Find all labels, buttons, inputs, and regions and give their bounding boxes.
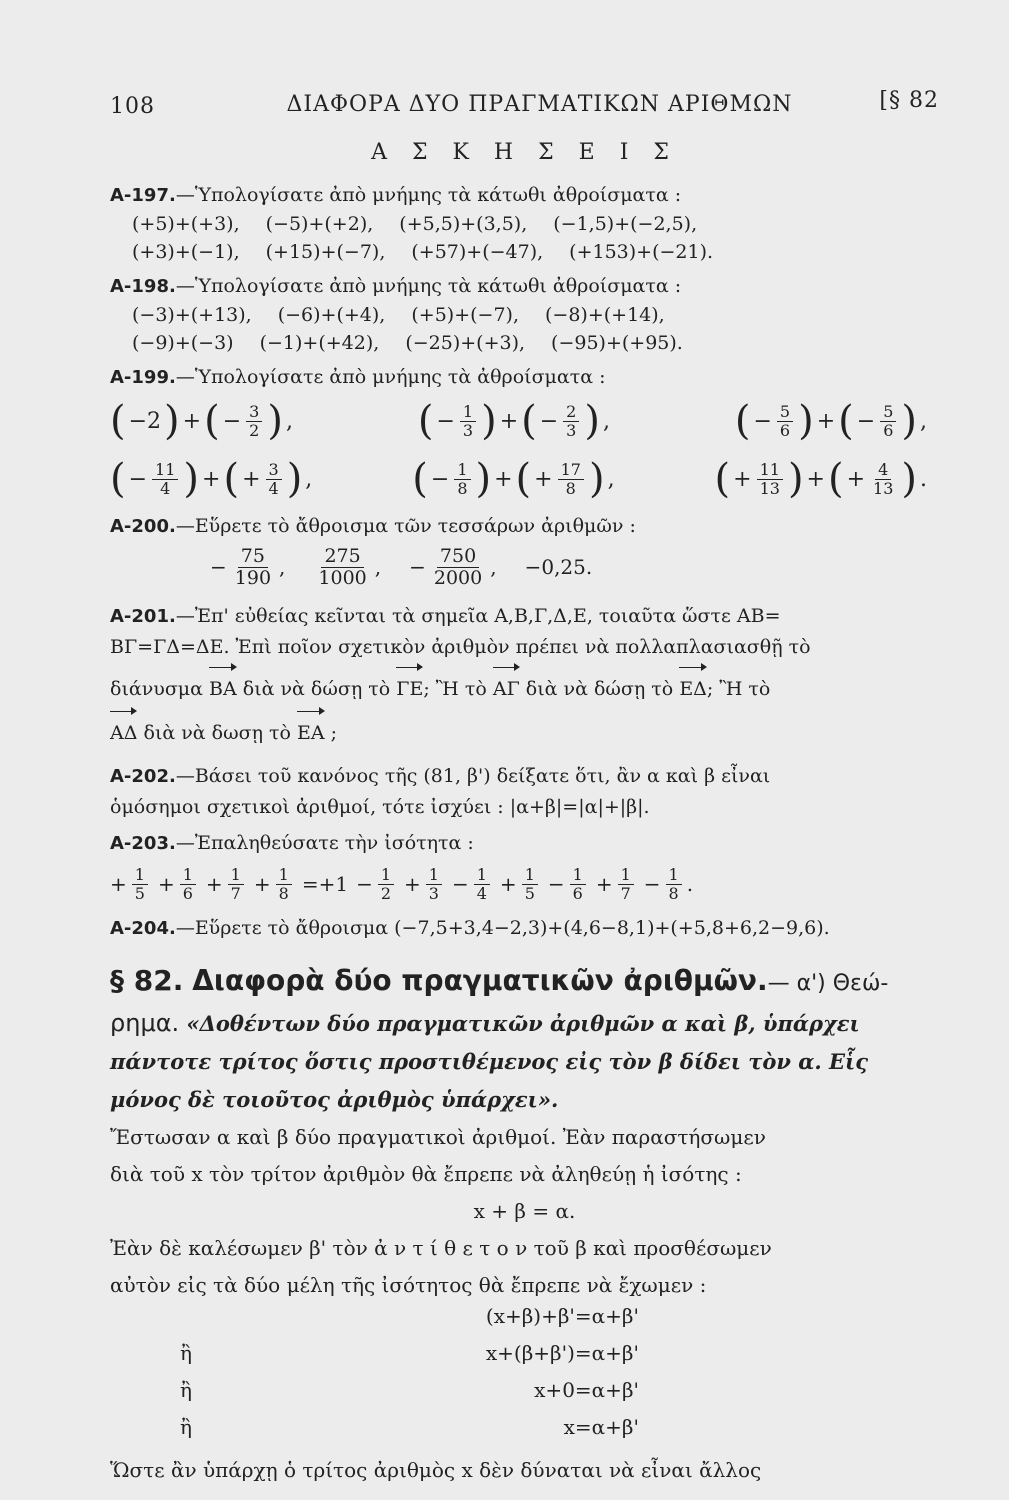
vector: ΑΓ [493,669,520,709]
equation: (x+β)+β'=α+β' [485,1304,639,1328]
exercise-text: —Ἐπαληθεύσατε τὴν ἰσότητα : [175,832,474,854]
fraction: $\frac{17}{8}$ [558,461,584,498]
exercise-text: —Ἐπ' εὐθείας κεῖνται τὰ σημεῖα Α,Β,Γ,Δ,Ε, τοιαῦτα ὥστε ΑΒ= [175,605,781,627]
sum-item: (−1)+(+42), [259,332,380,354]
fraction-sum: ( −2 ) + ( − $\frac{3}{2}$ ) , [110,398,293,444]
sum-item: (−6)+(+4), [277,304,386,326]
exercise-a203 [110,829,939,858]
fraction: $\frac{4}{13}$ [873,459,894,498]
exercise-text: —Ὑπολογίσατε ἀπὸ μνήμης τὰ κάτωθι ἀθροίσματα : [175,184,682,206]
sum-row [110,329,939,357]
exercise-label: Α-202. [110,766,176,787]
fraction-term: + $\frac{1}{5}$ [110,866,150,903]
fraction-term: − $\frac{1}{4}$ [452,866,492,903]
exercise-label: Α-204. [110,918,176,939]
paragraph-line: αὐτὸν εἰς τὰ δύο μέλη τῆς ἰσότητος θὰ ἔπρεπε νὰ ἔχωμεν : [110,1273,707,1297]
equation: x=α+β' [563,1415,639,1439]
fraction-row [110,450,939,508]
exercise-text: —Ὑπολογίσατε ἀπὸ μνήμης τὰ ἀθροίσματα : [175,366,606,388]
fraction-sum: ( − $\frac{11}{4}$ ) + ( + $\frac{3}{4}$ ) , [110,456,313,502]
fraction: $\frac{750}{2000}$ [433,544,483,589]
theorem-text: «Δοθέντων δύο πραγματικῶν ἀριθμῶν α καὶ β, ὑπάρχει [186,1011,860,1036]
sum-item: (+57)+(−47), [411,241,544,263]
term: −0,25. [524,555,593,579]
page-number: 108 [110,94,155,119]
sum-item: (+3)+(−1), [132,241,240,263]
paragraph-line: διὰ τοῦ x τὸν τρίτον ἀριθμὸν θὰ ἔπρεπε νὰ ἀληθεύῃ ἡ ἰσότης : [110,1162,742,1186]
sum-item: (−95)+(+95). [551,332,683,354]
exercise-label: Α-197. [110,185,176,206]
fraction-sum: ( − $\frac{1}{8}$ ) + ( + $\frac{17}{8}$ ) , [412,456,615,502]
sum-row [110,238,939,266]
equation-chain-line [110,1378,939,1415]
equation: x+(β+β')=α+β' [485,1341,639,1365]
paragraph-line: Ἐὰν δὲ καλέσωμεν β' τὸν ἀ ν τ ί θ ε τ ο ν τοῦ β καὶ προσθέσωμεν [110,1236,772,1260]
equation-chain-line [110,1304,939,1341]
paragraph-line: Ἔστωσαν α καὶ β δύο πραγματικοὶ ἀριθμοί. Ἐὰν παραστήσωμεν [110,1125,766,1149]
or-word: ἢ [180,1415,192,1439]
fraction: $\frac{75}{190}$ [234,544,272,589]
exercise-text: —Βάσει τοῦ κανόνος τῆς (81, β') δείξατε ὅτι, ἂν α καὶ β εἶναι [175,765,771,787]
term: − $\frac{750}{2000}$ , [409,544,497,589]
text-line: ΒΓ=ΓΔ=ΔΕ. Ἐπὶ ποῖον σχετικὸν ἀριθμὸν πρέπει νὰ πολλαπλασιασθῇ τὸ [110,636,811,658]
equation-chain-line [110,1415,939,1452]
text-line: ὁμόσημοι σχετικοὶ ἀριθμοί, τότε ἰσχύει : |α+β|=|α|+|β|. [110,796,650,818]
exercise-a201 [110,601,939,632]
exercise-label: Α-203. [110,833,176,854]
exercise-a197 [110,181,939,210]
fraction-term: − $\frac{1}{8}$ . [643,864,694,903]
fraction-term: − $\frac{1}{2}$ [356,866,396,903]
page-header [110,88,939,132]
sum-item: (−8)+(+14), [545,304,665,326]
fraction: $\frac{2}{3}$ [563,403,579,440]
text-line: ΑΔ διὰ νὰ δωσῃ τὸ ΕΑ ; [110,709,939,753]
identity-equation [110,858,939,910]
exercise-a198 [110,272,939,301]
paragraph-line: Ὥστε ἂν ὑπάρχῃ ὁ τρίτος ἀριθμὸς x δὲν δύναται νὰ εἶναι ἄλλος [110,1458,762,1482]
fraction-sum: ( + $\frac{11}{13}$ ) + ( + $\frac{4}{13}$ ) . [714,456,927,502]
exercises-heading: Α Σ Κ Η Σ Ε Ι Σ [371,140,678,165]
fraction-term: + $\frac{1}{6}$ [158,866,198,903]
sum-item: (+5)+(+3), [132,213,240,235]
section-title: Διαφορὰ δύο πραγματικῶν ἀριθμῶν. [192,964,768,997]
or-word: ἢ [180,1378,192,1402]
equation: x+0=α+β' [534,1378,639,1402]
fraction-term: − $\frac{1}{6}$ [548,866,588,903]
sum-item: (+5,5)+(3,5), [399,213,528,235]
term: − $\frac{75}{190}$ , [210,544,286,589]
term: $\frac{275}{1000}$ , [313,546,381,589]
fraction: $\frac{1}{8}$ [454,461,470,498]
sum-item: (−3)+(+13), [132,304,252,326]
exercise-a199 [110,363,939,392]
section-reference: [§ 82 [879,88,939,113]
exercise-a200 [110,512,939,541]
fraction-term: + $\frac{1}{7}$ [206,866,246,903]
vector: ΕΔ [679,669,707,709]
exercise-a204 [110,914,939,943]
equation-chain-line [110,1341,939,1378]
exercise-text: —Ὑπολογίσατε ἀπὸ μνήμης τὰ κάτωθι ἀθροίσματα : [175,275,682,297]
vector: ΑΔ [110,713,137,753]
fraction-term: + $\frac{1}{3}$ [404,866,444,903]
vector: ΒΑ [209,669,237,709]
fraction-term: + $\frac{1}{7}$ [596,866,636,903]
fraction-sum: ( − $\frac{5}{6}$ ) + ( − $\frac{5}{6}$ ) , [734,398,927,444]
text-line: διάνυσμα ΒΑ διὰ νὰ δώσῃ τὸ ΓΕ; Ἢ τὸ ΑΓ διὰ νὰ δώσῃ τὸ ΕΔ; Ἢ τὸ [110,663,939,709]
fraction: $\frac{3}{4}$ [266,461,282,498]
section-subtitle: — α') Θεώ- [767,971,889,996]
sum-item: (−5)+(+2), [265,213,374,235]
sum-row [110,210,939,238]
fraction-sum: ( − $\frac{1}{3}$ ) + ( − $\frac{2}{3}$ ) , [417,398,610,444]
or-word: ἢ [180,1341,192,1365]
number-list [110,541,939,593]
sum-row [110,301,939,329]
fraction-term: + $\frac{1}{5}$ [500,866,540,903]
sum-item: (−1,5)+(−2,5), [553,213,698,235]
sum-item: (−25)+(+3), [405,332,526,354]
exercise-text: —Εὕρετε τὸ ἄθροισμα τῶν τεσσάρων ἀριθμῶν : [175,515,636,537]
section-heading [110,961,939,1004]
fraction: $\frac{5}{6}$ [880,403,896,440]
sum-item: (+153)+(−21). [569,241,714,263]
fraction: $\frac{275}{1000}$ [318,544,367,589]
fraction: $\frac{3}{2}$ [246,403,262,440]
fraction: $\frac{1}{3}$ [460,403,476,440]
vector: ΕΑ [297,713,325,753]
theorem-line: μόνος δὲ τοιοῦτος ἀριθμὸς ὑπάρχει». [110,1087,559,1112]
exercise-label: Α-201. [110,606,176,627]
equals-one: =+1 [301,872,349,896]
fraction: $\frac{5}{6}$ [777,403,793,440]
theorem-line: ρημα. «Δοθέντων δύο πραγματικῶν ἀριθμῶν α καὶ β, ὑπάρχει [110,1009,860,1037]
sum-item: (+15)+(−7), [265,241,386,263]
fraction-row [110,392,939,450]
exercise-label: Α-198. [110,276,176,297]
section-number: § 82. [110,964,184,997]
theorem-line: πάντοτε τρίτος ὅστις προστιθέμενος εἰς τὸν β δίδει τὸν α. Εἷς [110,1049,868,1074]
sum-item: (+5)+(−7), [411,304,519,326]
exercise-a202 [110,761,939,792]
fraction-term: + $\frac{1}{8}$ [254,866,294,903]
vector: ΓΕ [396,669,423,709]
fraction: $\frac{11}{4}$ [152,461,178,498]
exercise-label: Α-199. [110,367,176,388]
fraction: $\frac{11}{13}$ [757,461,783,498]
exercise-text: —Εὕρετε τὸ ἄθροισμα (−7,5+3,4−2,3)+(4,6−8,1)+(+5,8+6,2−9,6). [175,917,830,939]
running-title: ΔΙΑΦΟΡΑ ΔΥΟ ΠΡΑΓΜΑΤΙΚΩΝ ΑΡΙΘΜΩΝ [286,92,793,117]
equation: x + β = α. [473,1199,576,1223]
sum-item: (−9)+(−3) [132,332,234,354]
exercise-label: Α-200. [110,516,176,537]
